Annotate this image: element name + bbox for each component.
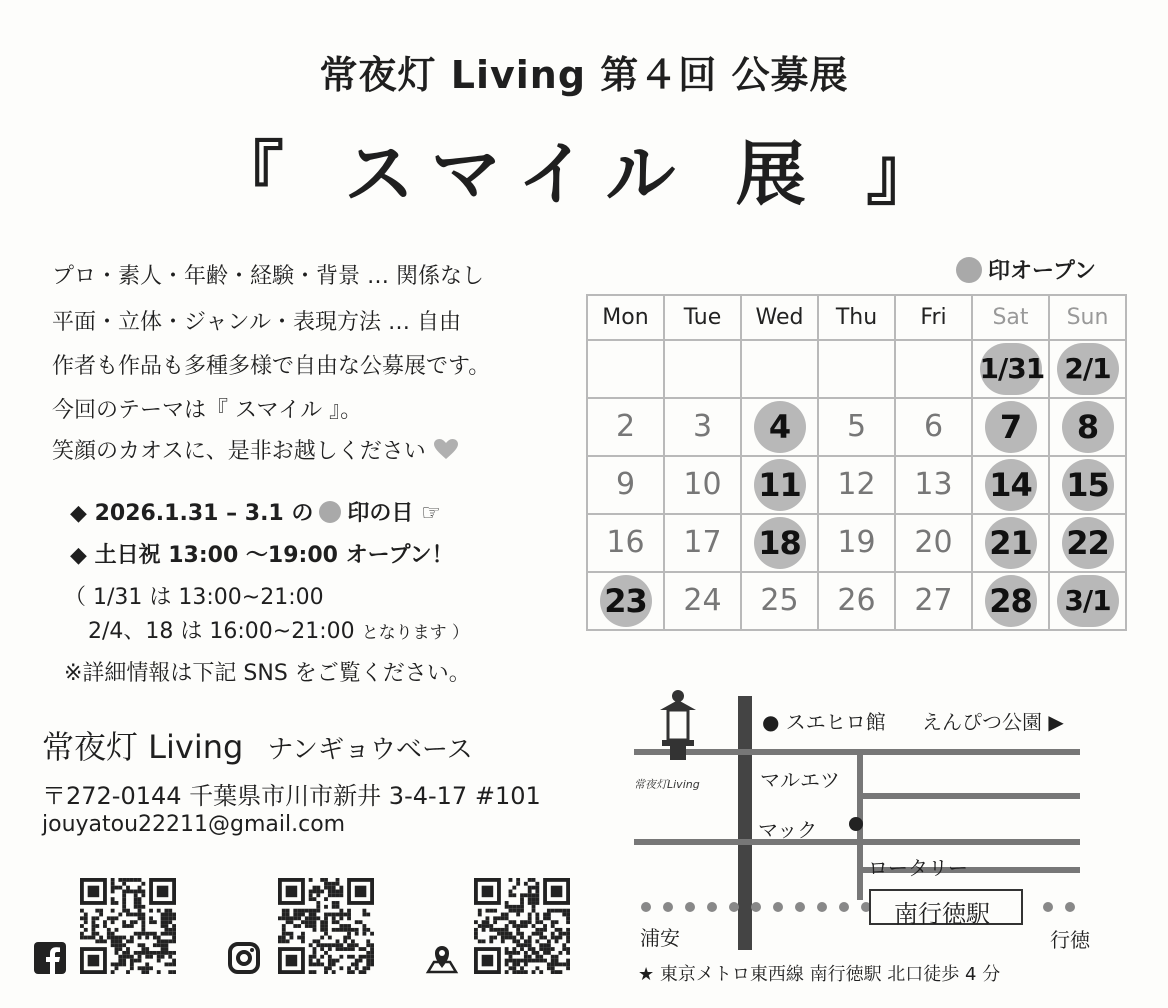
rail-dot (685, 902, 695, 912)
open-day: 15 (1062, 459, 1114, 511)
weekday-header: Thu (818, 295, 895, 340)
venue-kana: ナンギョウベース (267, 735, 473, 765)
schedule-dates (70, 496, 441, 527)
schedule-dates-suffix: 印の日 ☞ (347, 501, 441, 526)
calendar-day-cell (664, 572, 741, 630)
calendar-week-row (587, 340, 1126, 398)
schedule-note-suffix: となります ） (361, 623, 470, 643)
rail-dot (1065, 902, 1075, 912)
map-label-mac: マック (758, 818, 818, 842)
calendar-day-cell (587, 572, 664, 630)
open-dot-icon (956, 257, 982, 283)
calendar-day: 10 (683, 467, 722, 502)
calendar-day-cell (741, 340, 818, 398)
calendar-day: 17 (683, 525, 722, 560)
weekday-header: Tue (664, 295, 741, 340)
calendar-day-cell (895, 340, 972, 398)
intro-line: 平面・立体・ジャンル・表現方法 … 自由 (52, 310, 461, 335)
venue-logo-text: 常夜灯Living (634, 778, 700, 791)
rail-dot (729, 902, 739, 912)
rail-dot (839, 902, 849, 912)
calendar-day-cell (818, 456, 895, 514)
map-label-rotary: ロータリー (868, 856, 968, 880)
calendar-day: 26 (837, 583, 876, 618)
open-day: 8 (1062, 401, 1114, 453)
schedule-dates-text: ◆ 2026.1.31 – 3.1 の (70, 501, 314, 526)
calendar-day-cell (1049, 398, 1126, 456)
rail-dot (795, 902, 805, 912)
calendar-day-cell (895, 456, 972, 514)
rail-dot (663, 902, 673, 912)
open-day: 18 (754, 517, 806, 569)
map-main-road (738, 696, 752, 950)
open-day: 7 (985, 401, 1037, 453)
rail-dot (707, 902, 717, 912)
map-label-enpitsu-park: えんぴつ公園 ▶ (922, 710, 1064, 734)
calendar-day-cell (1049, 572, 1126, 630)
intro-line: 笑顔のカオスに、是非お越しください (52, 439, 426, 464)
calendar-day-cell (587, 456, 664, 514)
intro-line: 今回のテーマは『 スマイル 』。 (52, 398, 363, 423)
calendar-day-cell (741, 398, 818, 456)
intro-line-with-heart (52, 438, 459, 465)
map-label-marue: マルエツ (760, 768, 840, 792)
open-day: 23 (600, 575, 652, 627)
calendar-day: 13 (914, 467, 953, 502)
calendar-day-cell (741, 514, 818, 572)
open-day: 1/31 (980, 343, 1042, 395)
calendar-legend (950, 254, 1096, 285)
open-day: 22 (1062, 517, 1114, 569)
rail-dot (817, 902, 827, 912)
calendar-week-row (587, 572, 1126, 630)
calendar-day-cell (664, 340, 741, 398)
open-day: 3/1 (1057, 575, 1119, 627)
calendar-day: 20 (914, 525, 953, 560)
open-day: 28 (985, 575, 1037, 627)
venue-name-text: 常夜灯 Living (42, 728, 244, 766)
map-pin-icon[interactable] (424, 938, 460, 974)
calendar-day-cell (895, 398, 972, 456)
open-day: 4 (754, 401, 806, 453)
calendar-day: 24 (683, 583, 722, 618)
weekday-header: Sat (972, 295, 1049, 340)
calendar-week-row (587, 514, 1126, 572)
calendar-day-cell (818, 514, 895, 572)
schedule-note-times: 2/4、18 は 16:00~21:00 (88, 619, 355, 644)
schedule-note (88, 614, 469, 645)
calendar-day-cell (818, 398, 895, 456)
calendar-day: 16 (606, 525, 645, 560)
calendar-day-cell (587, 514, 664, 572)
weekday-header: Mon (587, 295, 664, 340)
schedule-note: （ 1/31 は 13:00~21:00 (64, 585, 324, 610)
calendar-day-cell (587, 340, 664, 398)
calendar-day-cell (1049, 456, 1126, 514)
instagram-qr-code[interactable] (278, 878, 374, 974)
rail-dot (641, 902, 651, 912)
calendar-day-cell (1049, 514, 1126, 572)
map-label-gyotoku: 行徳 (1050, 928, 1090, 952)
map-label-urayasu: 浦安 (640, 926, 680, 950)
event-title: 『 スマイル 展 』 (213, 133, 955, 215)
calendar-day-cell (741, 456, 818, 514)
event-subtitle: 常夜灯 Living 第４回 公募展 (319, 53, 849, 97)
open-day: 11 (754, 459, 806, 511)
calendar-week-row (587, 398, 1126, 456)
heart-icon (433, 438, 459, 460)
calendar-day-cell (1049, 340, 1126, 398)
calendar-day-cell (972, 572, 1049, 630)
calendar-day: 9 (615, 467, 636, 502)
weekday-header: Wed (741, 295, 818, 340)
open-day: 21 (985, 517, 1037, 569)
map-qr-code[interactable] (474, 878, 570, 974)
calendar-day-cell (972, 456, 1049, 514)
rail-dot (751, 902, 761, 912)
calendar-day: 25 (760, 583, 799, 618)
calendar-day-cell (972, 398, 1049, 456)
calendar-day-cell (895, 514, 972, 572)
calendar-day: 19 (837, 525, 876, 560)
calendar-day-cell (587, 398, 664, 456)
intro-line: プロ・素人・年齢・経験・背景 … 関係なし (52, 264, 484, 289)
calendar-day-cell (664, 456, 741, 514)
instagram-icon[interactable] (228, 942, 260, 974)
calendar-day: 2 (615, 409, 636, 444)
venue-address: 〒272-0144 千葉県市川市新井 3-4-17 #101 (42, 782, 541, 810)
weekday-header: Sun (1049, 295, 1126, 340)
calendar-header-row (587, 295, 1126, 340)
legend-label: 印オープン (988, 259, 1097, 284)
calendar-day-cell (664, 398, 741, 456)
map-label-suehiro: ● スエヒロ館 (762, 710, 886, 734)
calendar-day-cell (972, 340, 1049, 398)
sns-note: ※詳細情報は下記 SNS をご覧ください。 (64, 661, 471, 686)
calendar-day: 27 (914, 583, 953, 618)
facebook-icon[interactable] (34, 942, 66, 974)
calendar-day: 3 (692, 409, 713, 444)
mac-marker (849, 817, 863, 831)
venue-email: jouyatou22211@gmail.com (42, 812, 346, 837)
open-dot-icon (319, 501, 341, 523)
calendar-week-row (587, 456, 1126, 514)
access-info: ★ 東京メトロ東西線 南行徳駅 北口徒歩 4 分 (638, 964, 1001, 985)
calendar-day-cell (741, 572, 818, 630)
venue-name (42, 722, 473, 768)
calendar-day-cell (818, 572, 895, 630)
calendar-day: 5 (846, 409, 867, 444)
open-day: 14 (985, 459, 1037, 511)
calendar-day: 6 (923, 409, 944, 444)
calendar (586, 294, 1127, 631)
weekday-header: Fri (895, 295, 972, 340)
schedule-hours: ◆ 土日祝 13:00 〜19:00 オープン！ (70, 543, 454, 568)
rail-dot (773, 902, 783, 912)
facebook-qr-code[interactable] (80, 878, 176, 974)
rail-dot (1043, 902, 1053, 912)
calendar-day-cell (895, 572, 972, 630)
calendar-day: 12 (837, 467, 876, 502)
calendar-day-cell (972, 514, 1049, 572)
calendar-day-cell (664, 514, 741, 572)
open-day: 2/1 (1057, 343, 1119, 395)
map-label-station: 南行徳駅 (894, 900, 990, 928)
calendar-day-cell (818, 340, 895, 398)
intro-line: 作者も作品も多種多様で自由な公募展です。 (52, 354, 491, 379)
